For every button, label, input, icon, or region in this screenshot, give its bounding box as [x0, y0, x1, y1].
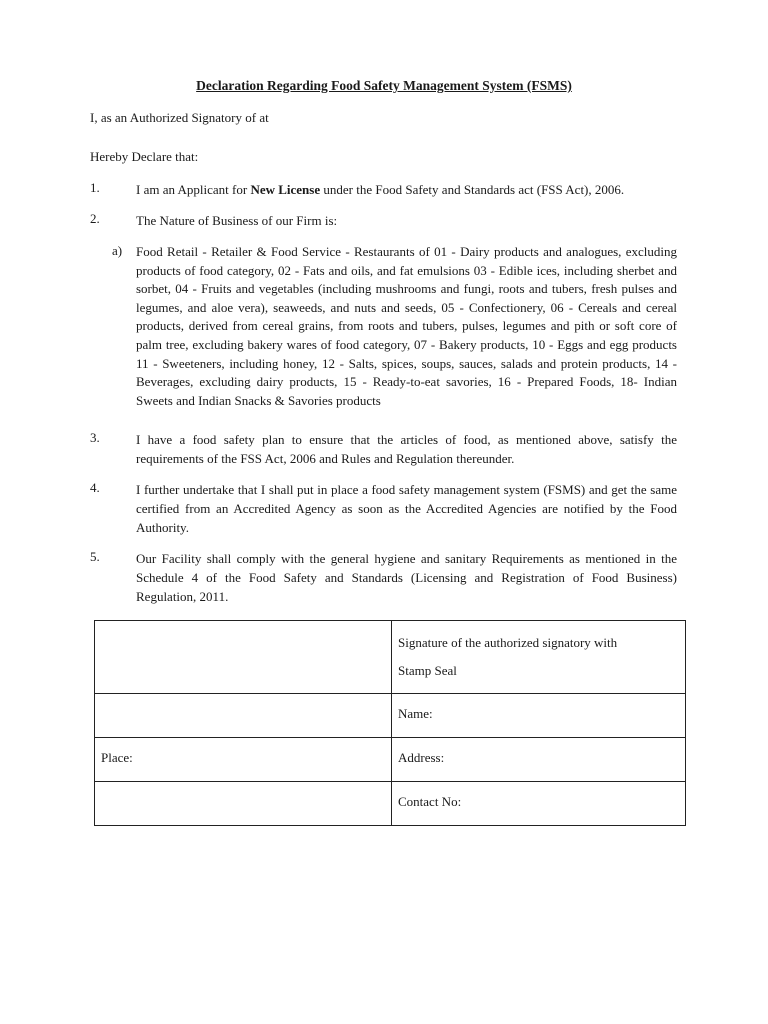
table-row [95, 782, 686, 826]
document-title: Declaration Regarding Food Safety Management System (FSMS) [196, 78, 572, 93]
signature-blank-cell [95, 621, 392, 694]
intro-line: I, as an Authorized Signatory of at [90, 110, 269, 125]
sub-item-text: Food Retail - Retailer & Food Service - Restaurants of 01 - Dairy products and analogues, excluding products of food category, 02 - Fats and oils, and fat emulsions 03 - Edible ices, including sherbet and sorbet, 04 - Fruits and vegetables (including mushrooms and fungi, roots and tubers, fresh pulses and legumes, and aloe vera), seaweeds, and nuts and seeds, 05 - Confectionery, 06 - Cereals and cereal products, derived from cereal grains, from roots and tubers, pulses, legumes and pith or soft core of palm tree, excluding bakery wares of food category, 07 - Bakery products, 10 - Eggs and egg products 11 - Sweeteners, including honey, 12 - Salts, spices, soups, sauces, salads and protein products, 14 - Beverages, excluding dairy products, 15 - Ready-to-eat savories, 16 - Prepared Foods, 18- Indian Sweets and Indian Snacks & Savories products [136, 244, 677, 408]
item-text-after: under the Food Safety and Standards act (FSS Act), 2006. [320, 182, 625, 197]
item-number: 1. [90, 180, 100, 195]
declare-line: Hereby Declare that: [90, 149, 199, 164]
item-text-before: I am an Applicant for [136, 182, 251, 197]
item-number: 5. [90, 549, 100, 564]
table-row [95, 738, 686, 782]
contact-cell [392, 782, 686, 826]
contact-label: Contact No: [398, 794, 462, 809]
table-row [95, 694, 686, 738]
signature-cell [392, 621, 686, 694]
item-number: 4. [90, 480, 100, 495]
name-cell [392, 694, 686, 738]
signature-label-line1: Signature of the authorized signatory with [398, 635, 618, 650]
item-number: 2. [90, 211, 100, 226]
item-text: I have a food safety plan to ensure that the articles of food, as mentioned above, satisfy the requirements of the FSS Act, 2006 and Rules and Regulation thereunder. [136, 432, 677, 466]
item-text [136, 180, 677, 199]
signature-label-line2: Stamp Seal [398, 663, 457, 678]
item-text: The Nature of Business of our Firm is: [136, 213, 338, 228]
address-cell [392, 738, 686, 782]
name-label: Name: [398, 706, 433, 721]
item-number: 3. [90, 430, 100, 445]
address-label: Address: [398, 750, 445, 765]
place-cell [95, 738, 392, 782]
blank-cell [95, 782, 392, 826]
item-text: Our Facility shall comply with the general hygiene and sanitary Requirements as mentioned in the Schedule 4 of the Food Safety and Standards (Licensing and Registration of Food Business) Regulation, 2011. [136, 551, 677, 604]
table-row [95, 621, 686, 694]
place-label: Place: [101, 750, 133, 765]
item-text: I further undertake that I shall put in place a food safety management system (FSMS) and get the same certified from an Accredited Agency as soon as the Accredited Agencies are notified by the Food Authority. [136, 482, 677, 535]
item-text-bold: New License [250, 182, 321, 197]
signature-table [94, 620, 686, 826]
blank-cell [95, 694, 392, 738]
sub-item-label: a) [112, 243, 123, 258]
